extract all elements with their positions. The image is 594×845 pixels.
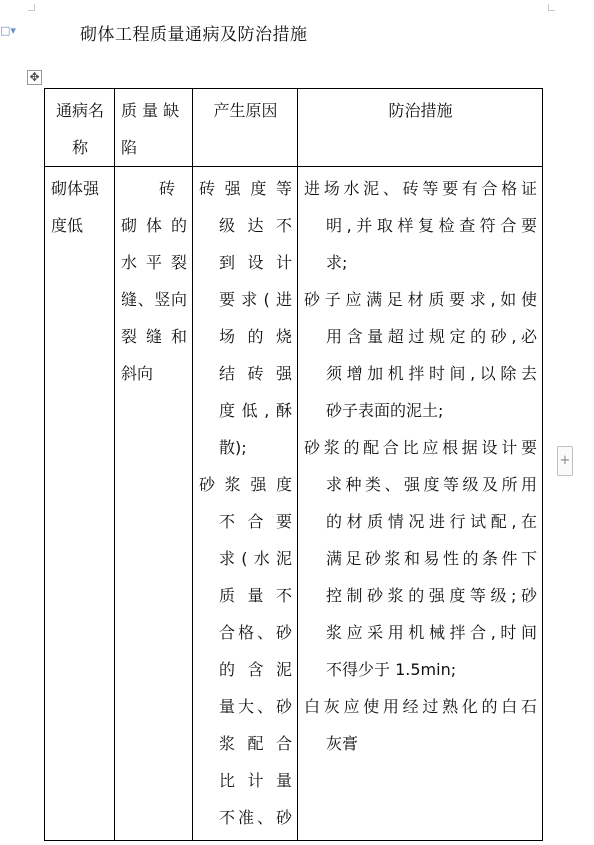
- header-text: 产生原因: [213, 101, 278, 120]
- cell-line: 砂浆强度: [199, 475, 292, 494]
- causes-cell: [193, 167, 298, 841]
- header-text: 质 量 缺: [121, 101, 180, 120]
- cell-line: 白灰应使用经过熟化的白石: [304, 697, 537, 716]
- add-row-button[interactable]: +: [557, 446, 573, 476]
- cell-line: 砂浆的配合比应根据设计要: [304, 438, 537, 457]
- header-cell-measures: [298, 89, 543, 167]
- measure-item: [304, 281, 537, 429]
- page-corner-mark-top-right: [548, 4, 555, 11]
- cell-line: 场的烧: [219, 327, 292, 346]
- cell-line: 级达不: [219, 216, 292, 235]
- cell-line: 到设计: [219, 253, 292, 272]
- cell-line: 不准、砂: [219, 808, 292, 827]
- cell-line: 量大、砂: [219, 697, 292, 716]
- cell-line: 要求(进: [219, 290, 292, 309]
- cell-line: 不合要: [219, 512, 292, 531]
- cell-line: 不得少于 1.5min;: [326, 660, 457, 679]
- cell-line: 须增加机拌时间,以除去: [326, 364, 537, 383]
- cell-line: 求;: [326, 253, 348, 272]
- header-cell-quality-defect: [115, 89, 193, 167]
- cell-line: 明,并取样复检查符合要: [326, 216, 537, 235]
- table-row: [45, 167, 543, 841]
- cell-line: 缝、竖向: [121, 290, 187, 309]
- cell-line: 砌体的: [121, 216, 187, 235]
- table-move-handle-icon[interactable]: ✥: [27, 70, 42, 85]
- cell-line: 结砖强: [219, 364, 292, 383]
- cell-line: 求种类、强度等级及所用: [326, 475, 537, 494]
- cell-line: 砖: [159, 179, 176, 198]
- cell-line: 水平裂: [121, 253, 187, 272]
- measure-item: [304, 429, 537, 688]
- header-cell-causes: [193, 89, 298, 167]
- cell-line: 度低: [51, 216, 84, 235]
- document-icon[interactable]: □▾: [0, 24, 16, 37]
- quality-defect-cell: [115, 167, 193, 841]
- cell-line: 灰膏: [326, 734, 359, 753]
- header-cell-defect-name: [45, 89, 115, 167]
- defects-table: [44, 88, 543, 841]
- cell-line: 砖强度等: [199, 179, 292, 198]
- cell-line: 合格、砂: [219, 623, 292, 642]
- cell-line: 满足砂浆和易性的条件下: [326, 549, 537, 568]
- page-corner-mark-top-left: [28, 4, 35, 11]
- cell-line: 比计量: [219, 771, 292, 790]
- cause-item: [199, 466, 292, 836]
- cell-line: 控制砂浆的强度等级;砂: [326, 586, 537, 605]
- defect-name-cell: [45, 167, 115, 841]
- header-text: 防治措施: [388, 101, 453, 120]
- table-header-row: [45, 89, 543, 167]
- measure-item: [304, 688, 537, 762]
- cell-line: 砌体强: [51, 179, 100, 198]
- cell-line: 质量不: [219, 586, 292, 605]
- cell-line: 砂子表面的泥土;: [326, 401, 444, 420]
- measure-item: [304, 170, 537, 281]
- page-title: 砌体工程质量通病及防治措施: [80, 25, 308, 45]
- cell-line: 浆应采用机械拌合,时间: [326, 623, 537, 642]
- measures-cell: [298, 167, 543, 841]
- header-text: 通病名: [55, 101, 104, 120]
- cell-line: 散);: [219, 438, 247, 457]
- cell-line: 砂子应满足材质要求,如使: [304, 290, 537, 309]
- cell-line: 度低,酥: [219, 401, 292, 420]
- cell-line: 裂缝和: [121, 327, 187, 346]
- header-text: 陷: [121, 138, 138, 157]
- cell-line: 的材质情况进行试配,在: [326, 512, 537, 531]
- cell-line: 的含泥: [219, 660, 292, 679]
- cause-item: [199, 170, 292, 466]
- cell-line: 进场水泥、砖等要有合格证: [304, 179, 537, 198]
- header-text: 称: [71, 138, 88, 157]
- cell-line: 斜向: [121, 364, 154, 383]
- cell-line: 用含量超过规定的砂,必: [326, 327, 537, 346]
- cell-line: 求(水泥: [219, 549, 292, 568]
- cell-line: 浆配合: [219, 734, 292, 753]
